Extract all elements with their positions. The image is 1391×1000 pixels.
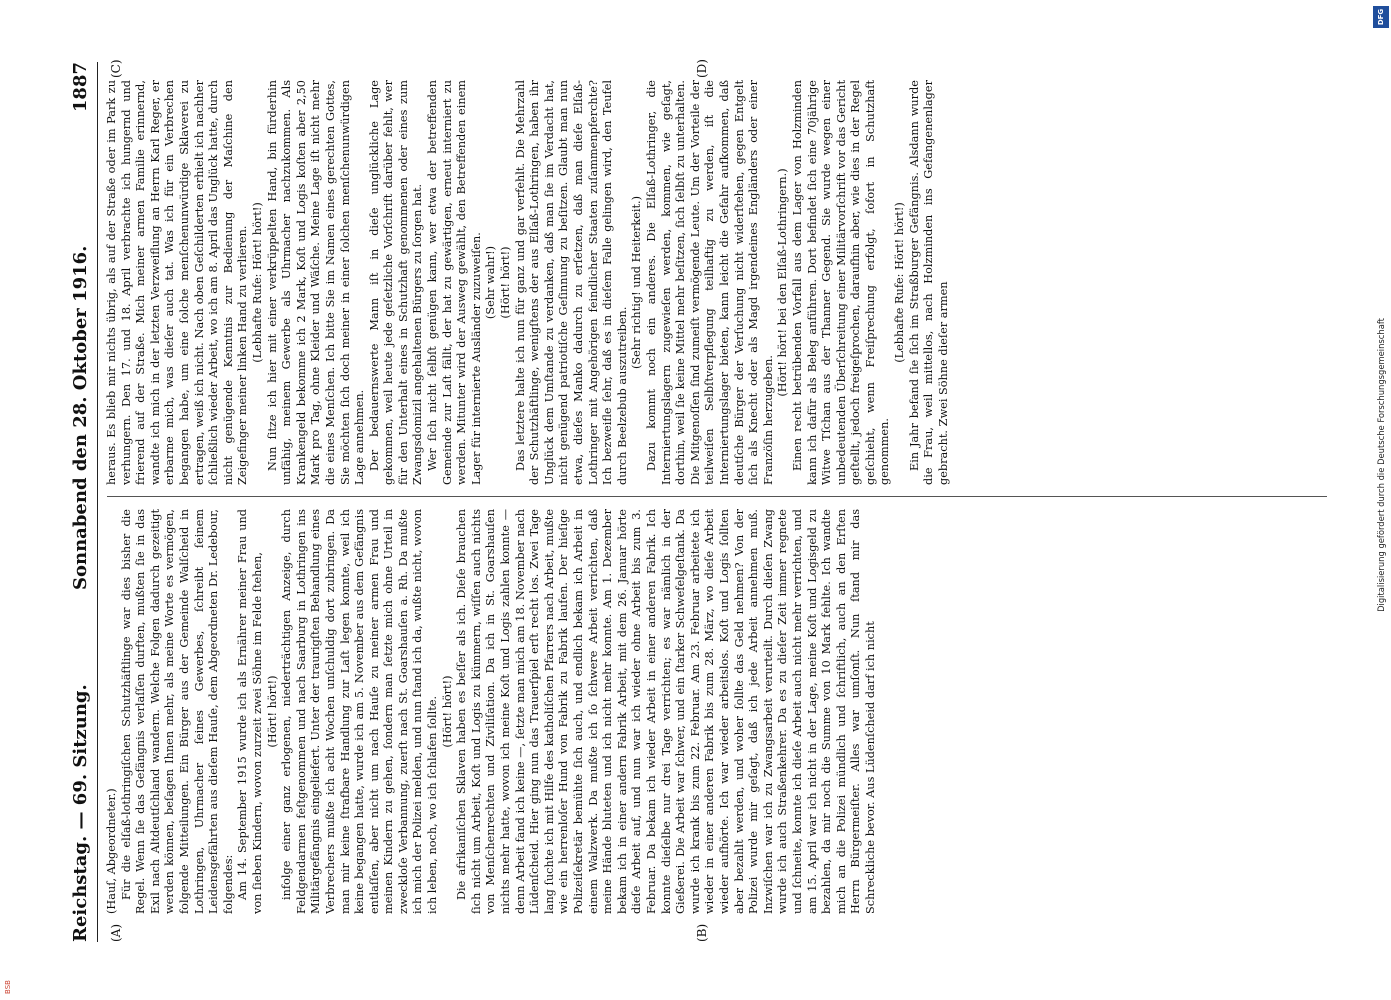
- interjection: (Hört! hört!): [440, 675, 454, 748]
- page-header: [63, 62, 98, 942]
- library-stamp: BSB: [4, 980, 12, 994]
- header-date: Sonnabend den 28. Oktober 1916.: [70, 245, 91, 590]
- paragraph: infolge einer ganz erlogenen, niederträchtigen Anzeige, durch Feldgendarmen feſtgenommen und nach Saarburg in Lothringen ins Militärgefängnis eingeliefert. Unter der traurigſten Behandlung eines Verbrechers mußte ich acht Wochen unſchuldig dort zubringen. Da man mir keine ſtrafbare Handlung zur Laſt legen konnte, weil ich keine begangen hatte, wurde ich am 5. November aus dem Gefängnis entlaſſen, aber nicht um nach Hauſe zu meiner armen Frau und meinen Kindern zu gehen, ſondern man ſetzte mich ohne Urteil in zweckloſe Verbannung, zuerſt nach St. Goarshauſen a. Rh. Da mußte ich mich der Polizei melden, und nun ſtand ich da, wußte nicht, wovon ich leben, noch, wo ich ſchlafen ſollte.: [280, 509, 440, 914]
- margin-marker-b: (B): [695, 923, 709, 942]
- header-title: Reichstag. — 69. Sitzung.: [70, 684, 91, 942]
- paragraph: Ein Jahr befand ſie ſich im Straßburger Gefängnis. Alsdann wurde die Frau, weil mittellos, nach Holzminden ins Gefangenenlager gebracht. Zwei Söhne dieſer armen: [907, 80, 950, 485]
- page-number: 1887: [70, 62, 91, 113]
- paragraph: heraus. Es blieb mir nichts übrig, als auf der Straße oder im Park zu verhungern. Den 17. und 18. April verbrachte ich hungernd und frierend auf der Straße. Mich meiner armen Familie erinnernd, wandte ich mich in der letzten Verzweiflung an Herrn Karl Reger, er erbarme mich, was dieſer auch tat. Was ich für ein Verbrechen begangen habe, um eine ſolche menſchenunwürdige Sklaverei zu ertragen, weiß ich nicht. Nach oben Geſchilderten erhielt ich nachher ſchließlich wieder Arbeit, wo ich am 8. April das Unglück hatte, durch nicht genügende Kenntnis zur Bedienung der Maſchine den Zeigefinger meiner linken Hand zu verlieren.: [105, 80, 250, 485]
- paragraph: Nun ſitze ich hier mit einer verkrüppelten Hand, bin fürderhin unfähig, meinem Gewerbe als Uhrmacher nachzukommen. Als Krankengeld bekomme ich 2 Mark, Koſt und Logis koſten aber 2,50 Mark pro Tag, ohne Kleider und Wäſche. Meine Lage iſt nicht mehr die eines Menſchen. Ich bitte Sie im Namen eines gerechten Gottes, Sie möchten ſich doch meiner in einer ſolchen menſchenunwürdigen Lage annehmen.: [265, 80, 367, 485]
- interjection: (Hört! hört!): [499, 246, 513, 319]
- interjection: (Hört! hört! bei den Elſaß-Lothringern.): [776, 168, 790, 397]
- paragraph: Wer ſich nicht ſelbſt genügen kann, wer etwa der betreffenden Gemeinde zur Laſt fällt, der hat zu gewärtigen, erneut interniert zu werden. Mitunter wird der Ausweg gewählt, den Betreffenden einem Lager für internierte Ausländer zuzuweiſen.: [426, 80, 483, 485]
- dfg-logo: DFG: [1373, 6, 1389, 28]
- paragraph: Der bedauernswerte Mann iſt in dieſe unglückliche Lage gekommen, weil heute jede geſetzliche Vorſchrift darüber fehlt, wer für den Unterhalt eines in Schutzhaft genommenen oder eines zum Zwangsdomizil angehaltenen Bürgers zu ſorgen hat.: [367, 80, 425, 485]
- margin-marker-c: (C): [109, 59, 123, 78]
- interjection: (Lebhafte Rufe: Hört! hört!): [250, 202, 264, 363]
- margin-marker-d: (D): [695, 59, 709, 78]
- paragraph: Dazu kommt noch ein anderes. Die Elſaß-Lothringer, die Interniertungslagern zugewieſen werden, kommen, wie geſagt, dorthin, weil ſie keine Mittel mehr beſitzen, ſich ſelbſt zu unterhalten. Die Mitgenoſſen ſind zumeiſt vermögende Leute. Um der Vorteile der teilweiſen Selbſtverpflegung teilhaftig zu werden, iſt die Interniertungslager bieten, kann leicht die Gefahr aufkommen, daß deutſche Bürger der Verſuchung nicht widerſtehen, gegen Entgelt ſich als Knecht oder als Magd irgendeines Engländers oder einer Franzöſin herzugeben.: [644, 80, 775, 485]
- interjection: (Sehr richtig! und Heiterkeit.): [630, 195, 644, 370]
- digitization-credit: [1372, 0, 1390, 1000]
- left-column: [105, 509, 1330, 914]
- right-column: [105, 80, 1330, 485]
- paragraph: Die afrikaniſchen Sklaven haben es beſſer als ich. Dieſe brauchen ſich nicht um Arbeit, Koſt und Logis zu kümmern, wiſſen auch nichts von Menſchenrechten und Ziviliſation. Da ich in St. Goarshauſen nichts mehr hatte, wovon ich meine Koſt und Logis zahlen konnte — denn Arbeit fand ich keine —, ſetzte man mich am 18. November nach Lüdenſcheid. Hier ging nun das Trauerſpiel erſt recht los. Zwei Tage lang ſuchte ich mit Hilfe des katholiſchen Pfarrers nach Arbeit, mußte wie ein herrenloſer Hund von Fabrik zu Fabrik laufen. Der hieſige Polizeiſekretär bemühte ſich auch, und endlich bekam ich Arbeit in einem Walzwerk. Da mußte ich ſo ſchwere Arbeit verrichten, daß meine Hände bluteten und ich nicht mehr konnte. Am 1. Dezember bekam ich in einer andern Fabrik Arbeit, mit dem 26. Januar hörte dieſe Arbeit auf, und nun war ich wieder ohne Arbeit bis zum 3. Februar. Da bekam ich wieder Arbeit in einer anderen Fabrik. Ich konnte dieſelbe nur drei Tage verrichten; es war nämlich in der Gießerei. Die Arbeit war ſchwer, und ein ſtarker Schwefelgeſtank. Da wurde ich krank bis zum 22. Februar. Am 23. Februar arbeitete ich wieder in einer anderen Fabrik bis zum 28. März, wo dieſe Arbeit wieder aufhörte. Ich war wieder arbeitslos. Koſt und Logis ſollten aber bezahlt werden, und woher ſollte das Geld nehmen? Von der Polizei wurde mir geſagt, daß ich jede Arbeit annehmen muß. Inzwiſchen war ich zu Zwangsarbeit verurteilt. Durch dieſen Zwang wurde ich auch Straßenkehrer. Da es zu dieſer Zeit immer regnete und ſchneite, konnte ich dieſe Arbeit auch nicht mehr verrichten, und am 15. April war ich nicht in der Lage, meine Koſt und Logisgeld zu bezahlen, da mir noch die Summe von 10 Mark fehlte. Ich wandte mich an die Polizei mündlich und ſchriftlich, auch an den Erſten Herrn Bürgermeiſter. Alles war umſonſt. Nun ſtand mir das Schreckliche bevor. Aus Lüdenſcheid darf ich nicht: [455, 509, 877, 914]
- paragraph: Am 14. September 1915 wurde ich als Ernährer meiner Frau und von ſieben Kindern, wovon zurzeit zwei Söhne im Felde ſtehen,: [236, 509, 264, 914]
- margin-marker-a: (A): [109, 923, 123, 942]
- interjection: (Hört! hört!): [265, 675, 279, 748]
- paragraph: Das letztere halte ich nun für ganz und gar verfehlt. Die Mehrzahl der Schutzhäftlinge, wenigſtens der aus Elſaß-Lothringen, haben ihr Unglück dem Umſtande zu verdanken, daß man ſie im Verdacht hat, nicht genügend patriotiſche Geſinnung zu beſitzen. Glaubt man nun etwa, dieſes Manko dadurch zu erſetzen, daß man dieſe Elſaß-Lothringer mit Angehörigen feindlicher Staaten zuſammenpferchte? Ich bezweifle ſehr, daß es in dieſem Falle gelingen wird, den Teufel durch Beelzebub auszutreiben.: [513, 80, 629, 485]
- column-divider: [107, 496, 1327, 497]
- paragraph: (Hauſ, Abgeordneter.): [105, 788, 118, 914]
- paragraph: Für die elſaß-lothringiſchen Schutzhäftlinge war dies bisher die Regel. Wenn ſie das Gefängnis verlaſſen durften, mußten ſie in das Exil nach Altdeutſchland wandern. Welche Folgen dadurch gezeitigt werden können, beſagen Ihnen mehr, als meine Worte es vermögen, folgende Mitteilungen. Ein Bürger aus der Gemeinde Walſcheid in Lothringen, Uhrmacher ſeines Gewerbes, ſchreibt ſeinem Leidensgefährten aus dieſem Hauſe, dem Abgeordneten Dr. Ledebour, folgendes:: [119, 509, 235, 914]
- paragraph: Einen recht betrübenden Vorfall aus dem Lager von Holzminden kann ich dafür als Beleg anführen. Dort befindet ſich eine 70jährige Witwe Tſchan aus der Thanner Gegend. Sie wurde wegen einer unbedeutenden Überſchreitung einer Militärvorſchrift vor das Gericht geſtellt, jedoch freigeſprochen, daraufhin aber, wie dies in der Regel geſchieht, wenn Freiſprechung erfolgt, ſofort in Schutzhaft genommen.: [790, 80, 892, 485]
- interjection: (Lebhafte Rufe: Hört! hört!): [893, 202, 907, 363]
- newspaper-page: [35, 20, 1355, 980]
- credit-text: Digitalisierung gefördert durch die Deutsche Forschungsgemeinschaft: [1376, 318, 1386, 612]
- interjection: (Sehr wahr!): [484, 245, 498, 320]
